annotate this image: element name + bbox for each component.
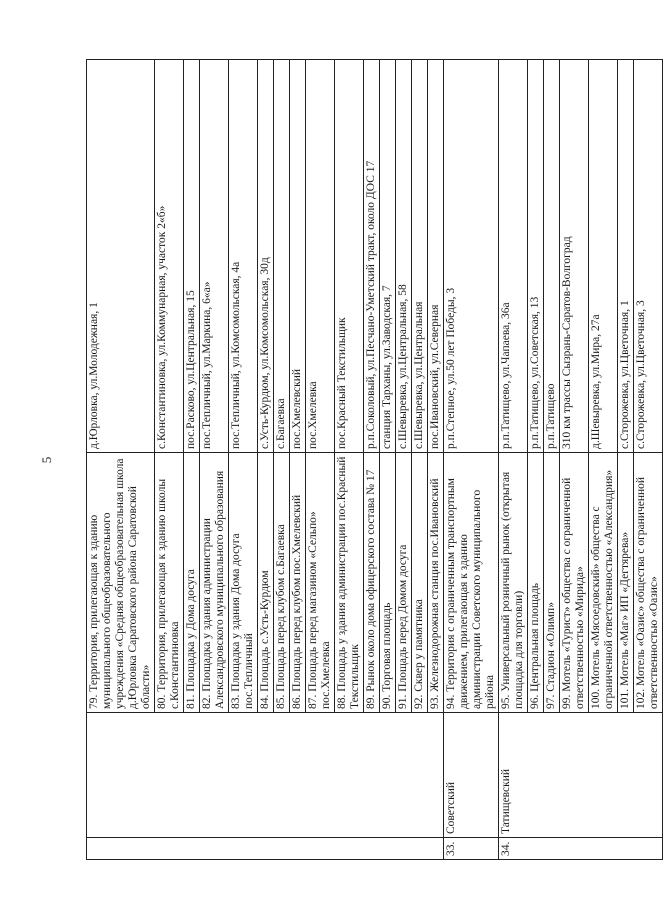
site-cell: 92. Сквер у памятника [412,453,428,713]
address-cell: 310 км трассы Сызрань-Саратов-Волгоград [560,60,589,453]
site-cell: 96. Центральная площадь [528,453,544,713]
site-cell: 90. Торговая площадь [380,453,396,713]
address-cell: с.Шевыревка, ул.Центральная [412,60,428,453]
row-number-cell [87,838,444,860]
address-cell: пос.Ивановский, ул.Северная [428,60,444,453]
address-cell: р.п.Татищево, ул.Чапаева, 36а [499,60,528,453]
site-cell: 99. Мотель «Турист» общества с ограниченной ответственностью «Мирида» [560,453,589,713]
address-cell: д.Юрловка, ул.Молодежная, 1 [87,60,155,453]
table-row [87,60,155,860]
address-cell: с.Шевыревка, ул.Центральная, 58 [396,60,412,453]
row-number-cell: 33. [444,838,499,860]
site-cell: 97. Стадион «Олимп» [544,453,560,713]
address-cell: р.п.Татищево, ул.Советская, 13 [528,60,544,453]
address-cell: с.Усть-Курдюм, ул.Комсомольская, 30д [258,60,274,453]
site-cell: 85. Площадь перед клубом с.Багаевка [274,453,290,713]
district-cell [87,713,444,838]
address-cell: пос.Хмелевка [306,60,335,453]
page-number: 5 [39,456,54,464]
address-cell: р.п.Татищево [544,60,560,453]
address-cell: пос.Тепличный, ул.Комсомольская, 4а [229,60,258,453]
site-cell: 94. Территория с ограниченным транспортным движением, прилегающая к зданию администрации Советского муниципального района [444,453,499,713]
address-cell: д.Шевыревка, ул.Мира, 27а [589,60,618,453]
table-row [499,60,528,860]
address-cell: пос.Расково, ул.Центральная, 15 [184,60,200,453]
site-cell: 101. Мотель «Маг» ИП «Дегтярева» [618,453,634,713]
table-row [444,60,499,860]
locations-table [86,59,663,860]
site-cell: 84. Площадь с.Усть-Курдюм [258,453,274,713]
site-cell: 80. Территория, прилегающая к зданию школы с.Константиновка [155,453,184,713]
address-cell: с.Сторожевка, ул.Цветочная, 3 [634,60,663,453]
site-cell: 83. Площадка у здания Дома досуга пос.Тепличный [229,453,258,713]
site-cell: 82. Площадка у здания администрации Александровского муниципального образования [200,453,229,713]
site-cell: 89. Рынок около дома офицерского состава № 17 [364,453,380,713]
site-cell: 87. Площадь перед магазином «Сельпо» пос.Хмелевка [306,453,335,713]
site-cell: 102. Мотель «Оазис» общества с ограниченной ответственностью «Оазис» [634,453,663,713]
address-cell: пос.Хмелевский [290,60,306,453]
address-cell: с.Константиновка, ул.Коммунарная, участок 2«б» [155,60,184,453]
district-cell: Советский [444,713,499,838]
address-cell: пос.Красный Текстильщик [335,60,364,453]
site-cell: 86. Площадь перед клубом пос.Хмелевский [290,453,306,713]
site-cell: 95. Универсальный розничный рынок (открытая площадка для торговли) [499,453,528,713]
rotated-table-wrapper [86,60,660,860]
row-number-cell: 34. [499,838,663,860]
address-cell: р.п.Степное, ул.50 лет Победы, 3 [444,60,499,453]
address-cell: пос.Тепличный, ул.Маркина, 6«а» [200,60,229,453]
district-cell: Татищевский [499,713,663,838]
site-cell: 100. Мотель «Мясоедовский» общества с ограниченной ответственностью «Александрия» [589,453,618,713]
address-cell: с.Багаевка [274,60,290,453]
site-cell: 91. Площадь перед Домом досуга [396,453,412,713]
site-cell: 93. Железнодорожная станция пос.Ивановский [428,453,444,713]
address-cell: р.п.Соколовый, ул.Песчано-Уметский тракт, около ДОС 17 [364,60,380,453]
site-cell: 81. Площадка у Дома досуга [184,453,200,713]
site-cell: 79. Территория, прилегающая к зданию муниципального общеобразовательного учреждения «Средняя общеобразовательная школа д.Юрловка Саратовского района Саратовской области» [87,453,155,713]
address-cell: станция Тарханы, ул.Заводская, 7 [380,60,396,453]
address-cell: с.Сторожевка, ул.Цветочная, 1 [618,60,634,453]
site-cell: 88. Площадь у здания администрации пос.Красный Текстильщик [335,453,364,713]
